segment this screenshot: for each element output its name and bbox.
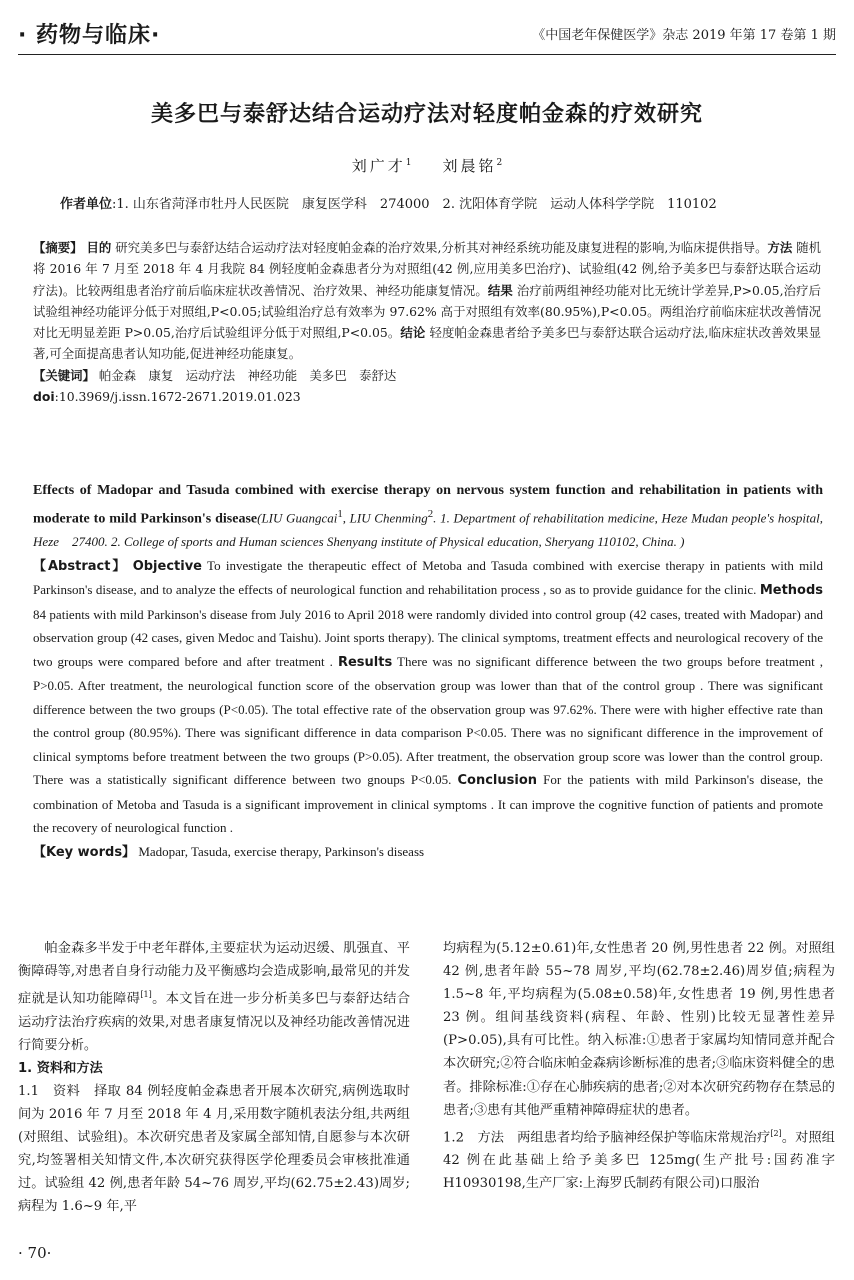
en-conclusion: For the patients with mild Parkinson's disease, the combination of Metoba and Tasuda is a significant improvement in clinical symptoms . It can improve the cognitive function of patients and promote the recovery of neurological function .: [33, 772, 824, 836]
journal-section-label: · 药物与临床·: [18, 23, 161, 48]
en-keywords-text: Madopar, Tasuda, exercise therapy, Parkinson's diseass: [138, 843, 425, 859]
en-author-2-sup: 2: [427, 507, 434, 520]
en-author-1-sup: 1: [337, 507, 343, 520]
section-1-heading: 1. 资料和方法: [18, 1060, 103, 1076]
author-2: 刘晨铭: [442, 157, 497, 175]
en-keywords-label: 【Key words】: [33, 844, 136, 860]
cn-results-label: 结果: [487, 282, 513, 298]
section-1-2-text: 两组患者均给予脑神经保护等临床常规治疗: [517, 1130, 771, 1146]
doi-text: :10.3969/j.issn.1672-2671.2019.01.023: [54, 389, 301, 405]
en-title-paragraph: [33, 478, 823, 554]
en-affiliation: . 1. Department of rehabilitation medicine, Heze Mudan people's hospital, Heze 27400. 2. College of sports and Human sciences Shenyang institute of Physical education, Sheryang 110102, China. ): [33, 509, 824, 550]
journal-issue-info: 《中国老年保健医学》杂志 2019 年第 17 卷第 1 期: [532, 28, 836, 43]
intro-paragraph: [18, 937, 410, 1057]
section-1-2-label: 1.2 方法: [443, 1130, 505, 1146]
cn-abstract-label: 【摘要】: [33, 240, 83, 255]
author-1-sup: 1: [405, 158, 412, 168]
author-1: 刘广才: [351, 157, 406, 175]
intro-text-end: 。本文旨在进一步分析美多巴与泰舒达结合运动疗法治疗疾病的效果,对患者康复情况以及神经功能改善情况进行简要分析。: [18, 991, 411, 1053]
en-methods-label: Methods: [759, 583, 824, 599]
section-1-1-text: 择取 84 例轻度帕金森患者开展本次研究,病例选取时间为 2016 年 7 月至 2018 年 4 月,采用数字随机表法分组,共两组(对照组、试验组)。本次研究患者及家属全部知情,自愿参与本次研究,均签署相关知情文件,本次研究获得医学伦理委员会审核批准通过。试验组 42 例,患者年龄 54~76 周岁,平均(62.75±2.43)周岁;病程为 1.6~9 年,平: [18, 1083, 410, 1215]
cn-keywords: [33, 365, 821, 386]
page-number: · 70·: [18, 1244, 52, 1262]
en-abstract-paragraph: [33, 554, 823, 840]
author-2-sup: 2: [496, 158, 503, 168]
en-objective: To investigate the therapeutic effect of Metoba and Tasuda combined with exercise therapy in patients with mild Parkinson's disease, and to analyze the effects of neurological function and rehabilitation process , so as to provide guidance for the clinic.: [33, 557, 824, 598]
cn-results: 治疗前两组神经功能对比无统计学差异,P>0.05,治疗后试验组神经功能评分低于对照组,P<0.05;试验组治疗总有效率为 97.62% 高于对照组有效率(80.95%),P<0.05。两组治疗前临床症状改善情况对比无明显差距 P>0.05,治疗后试验组评分低于对照组,P<0.05。: [33, 282, 821, 341]
cn-doi: [33, 386, 821, 407]
cn-objective: 研究美多巴与泰舒达结合运动疗法对轻度帕金森的治疗效果,分析其对神经系统功能及康复进程的影响,为临床提供指导。: [115, 240, 768, 255]
affiliation-text: :1. 山东省菏泽市牡丹人民医院 康复医学科 274000 2. 沈阳体育学院 运动人体科学学院 110102: [112, 197, 717, 212]
section-1-2-text-end: 。对照组 42 例在此基础上给予美多巴 125mg(生产批号:国药准字 H10930198,生产厂家:上海罗氏制药有限公司)口服治: [443, 1130, 835, 1192]
en-objective-label: Objective: [132, 558, 203, 574]
cn-keywords-label: 【关键词】: [33, 367, 95, 383]
header-rule: [18, 54, 836, 55]
cn-objective-label: 目的: [86, 240, 112, 255]
section-1-2-paragraph: [443, 1122, 835, 1196]
en-conclusion-label: Conclusion: [457, 773, 538, 789]
en-title: Effects of Madopar and Tasuda combined with exercise therapy on nervous system function and rehabilitation in patients with moderate to mild Parkinson's disease: [33, 483, 823, 526]
en-results-label: Results: [337, 654, 393, 670]
ref-1: [1]: [140, 990, 152, 1000]
en-authors-mid: , LIU Chenming: [342, 509, 428, 525]
section-1-1-label: 1.1 资料: [18, 1083, 81, 1099]
body-column-left: [18, 937, 410, 1219]
chinese-abstract: [33, 237, 821, 407]
english-abstract: [33, 478, 823, 864]
author-line: [0, 155, 854, 176]
intro-text: 帕金森多半发于中老年群体,主要症状为运动迟缓、肌强直、平衡障碍等,对患者自身行动能力及平衡感均会造成影响,最常见的并发症就是认知功能障碍: [18, 941, 410, 1007]
en-results: There was no significant difference between the two groups before treatment , P>0.05. After treatment, the neurological function score of the observation group was lower than that of the control group . There was significant difference between the two groups (P<0.05). The total effective rate of the observation group was 97.62%. There were with higher effective rate than the control group (80.95%). There was significant difference in data comparison P<0.05. There was no significant difference in the improvement of clinical symptoms before treatment between the two groups (P>0.05). After treatment, the observation group score was lower than the control group. There was a statistically significant difference between two gnoups P<0.05.: [33, 653, 824, 788]
affiliation-label: 作者单位: [60, 197, 113, 212]
cn-methods-label: 方法: [767, 240, 793, 255]
en-abstract-label: 【Abstract】: [33, 558, 128, 574]
doi-label: doi: [33, 389, 55, 405]
cn-conclusion: 轻度帕金森患者给予美多巴与泰舒达联合运动疗法,临床症状改善效果显著,可全面提高患者认知功能,促进神经功能康复。: [33, 325, 821, 362]
article-title: 美多巴与泰舒达结合运动疗法对轻度帕金森的疗效研究: [150, 102, 703, 127]
affiliation: [60, 193, 824, 212]
cn-methods: 随机将 2016 年 7 月至 2018 年 4 月我院 84 例轻度帕金森患者分为对照组(42 例,应用美多巴治疗)、试验组(42 例,给予美多巴与泰舒达联合运动疗法)。比较两组患者治疗前后临床症状改善情况、治疗效果、神经功能康复情况。: [33, 240, 822, 298]
en-keywords: [33, 840, 823, 865]
cn-keywords-text: 帕金森 康复 运动疗法 神经功能 美多巴 泰舒达: [98, 367, 397, 383]
en-authors-prefix: (LIU Guangcai: [257, 509, 338, 525]
section-1-1-continued: 均病程为(5.12±0.61)年,女性患者 20 例,男性患者 22 例。对照组 42 例,患者年龄 55~78 周岁,平均(62.78±2.46)周岁值;病程为 1.5~8 年,平均病程为(5.08±0.58)年,女性患者 19 例,男性患者 23 例。组间基线资料(病程、年龄、性别)比较无显著性差异(P>0.05),具有可比性。纳入标准:①患者于家属均知情同意并配合本次研究;②符合临床帕金森病诊断标准的患者;③临床资料健全的患者。排除标准:①存在心肺疾病的患者;②对本次研究药物存在禁忌的患者;③患有其他严重精神障碍症状的患者。: [443, 941, 835, 1118]
cn-abstract-paragraph: [33, 237, 821, 365]
en-methods: 84 patients with mild Parkinson's disease from July 2016 to April 2018 were randomly divided into control group (42 cases, treated with Madopar) and observation group (42 cases, given Medoc and Taishu). Joint sports therapy). The clinical symptoms, treatment effects and neurological recovery of the two groups were compared before and after treatment .: [33, 606, 823, 669]
section-1-1-paragraph: [18, 1080, 410, 1219]
cn-conclusion-label: 结论: [400, 325, 426, 341]
ref-2: [2]: [770, 1128, 782, 1138]
body-column-right: [443, 937, 835, 1195]
